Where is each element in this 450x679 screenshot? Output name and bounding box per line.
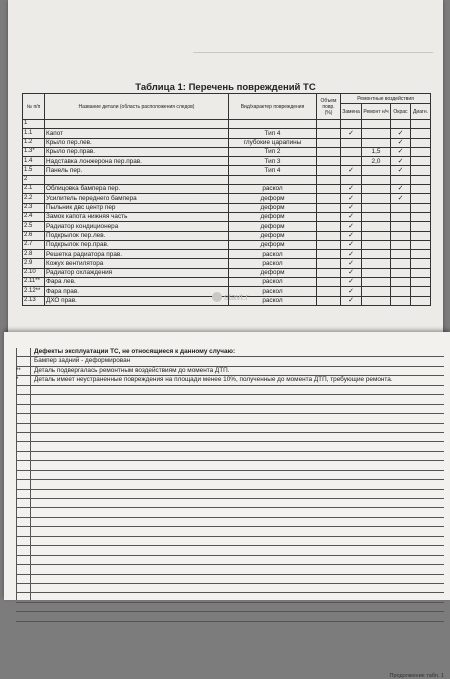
row-paint [391, 222, 411, 231]
row-replace: ✓ [341, 212, 362, 221]
table-row [23, 250, 431, 259]
row-type: Тип 4 [229, 166, 317, 175]
row-part: Облицовка бампера пер. [45, 185, 229, 194]
table-row [23, 120, 431, 129]
row-repair [362, 287, 391, 296]
table-row [23, 278, 431, 287]
row-type: Тип 4 [229, 129, 317, 138]
row-paint [391, 268, 411, 277]
row-volume [317, 259, 341, 268]
row-paint: ✓ [391, 157, 411, 166]
row-paint [391, 287, 411, 296]
row-volume [317, 250, 341, 259]
row-volume [317, 175, 341, 184]
row-diag [411, 259, 431, 268]
row-repair [362, 268, 391, 277]
empty-form-line [16, 593, 444, 602]
defect-marker: ** [16, 367, 21, 374]
row-part: Усилитель переднего бампера [45, 194, 229, 203]
row-part: Надставка лонжерона пер.прав. [45, 157, 229, 166]
empty-form-line [16, 461, 444, 470]
row-paint [391, 240, 411, 249]
row-repair [362, 129, 391, 138]
row-type: раскол [229, 296, 317, 305]
row-diag [411, 157, 431, 166]
header-diag: Диагн. [411, 104, 431, 120]
row-type: раскол [229, 287, 317, 296]
damage-table [22, 93, 431, 306]
row-diag [411, 175, 431, 184]
row-paint [391, 175, 411, 184]
row-replace: ✓ [341, 250, 362, 259]
row-replace: ✓ [341, 129, 362, 138]
row-num: 2.6 [23, 231, 45, 240]
row-type: раскол [229, 259, 317, 268]
header-volume: Объем повр. (%) [317, 94, 341, 120]
row-replace [341, 147, 362, 156]
row-diag [411, 250, 431, 259]
row-num: 2.3 [23, 203, 45, 212]
empty-form-line [16, 414, 444, 423]
row-replace: ✓ [341, 259, 362, 268]
row-volume [317, 268, 341, 277]
row-type: Тип 3 [229, 157, 317, 166]
row-repair [362, 278, 391, 287]
header-repair: Ремонт н/ч [362, 104, 391, 120]
row-paint: ✓ [391, 129, 411, 138]
row-num: 2 [23, 175, 45, 184]
row-repair [362, 259, 391, 268]
defect-marker: * [16, 377, 19, 384]
row-repair [362, 138, 391, 147]
table-title: Таблица 1: Перечень повреждений ТС [135, 82, 316, 93]
row-volume [317, 147, 341, 156]
table-row [23, 166, 431, 175]
row-replace: ✓ [341, 240, 362, 249]
row-replace: ✓ [341, 287, 362, 296]
row-part: Радиатор кондиционера [45, 222, 229, 231]
table-row [23, 231, 431, 240]
row-num: 2.12** [23, 287, 45, 296]
empty-form-line [16, 405, 444, 414]
row-paint: ✓ [391, 166, 411, 175]
table-row [23, 259, 431, 268]
table-row [23, 175, 431, 184]
row-volume [317, 240, 341, 249]
row-type: раскол [229, 185, 317, 194]
row-type: глубокие царапины [229, 138, 317, 147]
row-num: 2.13 [23, 296, 45, 305]
table-row [23, 240, 431, 249]
row-repair [362, 222, 391, 231]
row-repair [362, 166, 391, 175]
header-part: Название детали (область расположения следов) [45, 94, 229, 120]
row-volume [317, 212, 341, 221]
row-type: деформ [229, 240, 317, 249]
row-part: Кожух вентилятора [45, 259, 229, 268]
empty-form-line [16, 565, 444, 574]
row-part: Подкрылок пер.лев. [45, 231, 229, 240]
defects-lines [16, 348, 444, 622]
row-type: раскол [229, 278, 317, 287]
defect-text: Бампер задний - деформирован [34, 357, 131, 365]
row-num: 2.11** [23, 278, 45, 287]
row-diag [411, 278, 431, 287]
empty-form-line [16, 499, 444, 508]
row-replace: ✓ [341, 222, 362, 231]
row-num: 2.1 [23, 185, 45, 194]
continuation-label: Продолжение табл. 1 [389, 673, 444, 679]
row-volume [317, 222, 341, 231]
row-paint [391, 120, 411, 129]
row-part: Капот [45, 129, 229, 138]
watermark-text: stavt.r [224, 292, 249, 302]
row-paint: ✓ [391, 147, 411, 156]
row-paint [391, 296, 411, 305]
empty-form-line [16, 546, 444, 555]
row-part: Решетка радиатора прав. [45, 250, 229, 259]
row-type: Тип 2 [229, 147, 317, 156]
row-paint [391, 231, 411, 240]
row-repair [362, 212, 391, 221]
row-replace [341, 157, 362, 166]
row-num: 1 [23, 120, 45, 129]
row-volume [317, 185, 341, 194]
row-num: 1.4 [23, 157, 45, 166]
row-type: деформ [229, 268, 317, 277]
empty-form-line [16, 603, 444, 612]
header-type: Вид/характер повреждения [229, 94, 317, 120]
table-row [23, 157, 431, 166]
empty-form-line [16, 424, 444, 433]
empty-form-line [16, 508, 444, 517]
empty-form-line [16, 612, 444, 621]
row-type: деформ [229, 203, 317, 212]
row-diag [411, 166, 431, 175]
header-repair-group: Ремонтные воздействия [341, 94, 431, 104]
row-volume [317, 296, 341, 305]
defect-line [16, 357, 444, 366]
table-row [23, 147, 431, 156]
row-replace: ✓ [341, 231, 362, 240]
row-part: Замок капота нижняя часть [45, 212, 229, 221]
row-num: 2.5 [23, 222, 45, 231]
row-part: Пыльник двс центр пер [45, 203, 229, 212]
row-type: деформ [229, 222, 317, 231]
row-volume [317, 157, 341, 166]
row-replace [341, 138, 362, 147]
table-row [23, 129, 431, 138]
row-volume [317, 278, 341, 287]
row-diag [411, 185, 431, 194]
row-diag [411, 296, 431, 305]
document-page-upper [8, 0, 443, 336]
row-diag [411, 120, 431, 129]
row-repair: 1,5 [362, 147, 391, 156]
defect-text: Деталь имеет неустраненные повреждения на площади менее 10%, полученные до момента ДТП, требующие ремонта. [34, 376, 393, 384]
row-num: 1.2 [23, 138, 45, 147]
row-part: ДХО прав. [45, 296, 229, 305]
row-paint [391, 278, 411, 287]
row-part: Крыло пер.лев. [45, 138, 229, 147]
row-diag [411, 129, 431, 138]
paper-fold-line [193, 52, 433, 53]
row-diag [411, 147, 431, 156]
row-num: 2.10 [23, 268, 45, 277]
row-num: 2.2 [23, 194, 45, 203]
row-num: 1.3* [23, 147, 45, 156]
table-row [23, 268, 431, 277]
empty-form-line [16, 575, 444, 584]
watermark-logo-icon [212, 292, 222, 302]
row-repair [362, 120, 391, 129]
row-repair [362, 296, 391, 305]
row-part: Крыло пер.прав. [45, 147, 229, 156]
row-diag [411, 287, 431, 296]
table-row [23, 212, 431, 221]
row-diag [411, 194, 431, 203]
header-num: № п/п [23, 94, 45, 120]
empty-form-line [16, 395, 444, 404]
row-volume [317, 166, 341, 175]
row-replace [341, 120, 362, 129]
row-part [45, 120, 229, 129]
row-type [229, 175, 317, 184]
row-replace: ✓ [341, 268, 362, 277]
table-row [23, 194, 431, 203]
row-paint: ✓ [391, 194, 411, 203]
row-part: Фара лев. [45, 278, 229, 287]
empty-form-line [16, 556, 444, 565]
row-replace: ✓ [341, 203, 362, 212]
row-replace [341, 175, 362, 184]
row-repair [362, 240, 391, 249]
empty-form-line [16, 452, 444, 461]
row-part: Фара прав. [45, 287, 229, 296]
row-replace: ✓ [341, 296, 362, 305]
empty-form-line [16, 386, 444, 395]
row-part: Подкрылок пер.прав. [45, 240, 229, 249]
table-row [23, 138, 431, 147]
row-repair [362, 203, 391, 212]
row-diag [411, 268, 431, 277]
row-diag [411, 231, 431, 240]
row-paint [391, 259, 411, 268]
row-volume [317, 120, 341, 129]
row-diag [411, 138, 431, 147]
row-replace: ✓ [341, 278, 362, 287]
row-replace: ✓ [341, 194, 362, 203]
row-type: деформ [229, 231, 317, 240]
row-repair [362, 175, 391, 184]
table-row [23, 203, 431, 212]
row-part: Панель пер. [45, 166, 229, 175]
table-row [23, 185, 431, 194]
row-replace: ✓ [341, 185, 362, 194]
row-repair [362, 185, 391, 194]
row-num: 1.5 [23, 166, 45, 175]
empty-form-line [16, 518, 444, 527]
row-num: 2.9 [23, 259, 45, 268]
empty-form-line [16, 471, 444, 480]
empty-form-line [16, 537, 444, 546]
header-replace: Замена [341, 104, 362, 120]
row-diag [411, 240, 431, 249]
row-paint [391, 250, 411, 259]
row-type: раскол [229, 250, 317, 259]
row-repair [362, 231, 391, 240]
row-volume [317, 203, 341, 212]
empty-form-line [16, 480, 444, 489]
defects-heading: Дефекты эксплуатации ТС, не относящиеся к данному случаю: [34, 348, 236, 355]
row-type [229, 120, 317, 129]
row-num: 1.1 [23, 129, 45, 138]
row-part: Радиатор охлаждения [45, 268, 229, 277]
row-part [45, 175, 229, 184]
row-volume [317, 129, 341, 138]
row-repair [362, 194, 391, 203]
defect-line [16, 367, 444, 376]
row-type: деформ [229, 194, 317, 203]
row-diag [411, 222, 431, 231]
row-volume [317, 138, 341, 147]
row-volume [317, 287, 341, 296]
empty-form-line [16, 584, 444, 593]
header-paint: Окрас [391, 104, 411, 120]
row-volume [317, 231, 341, 240]
empty-form-line [16, 442, 444, 451]
row-paint [391, 203, 411, 212]
row-repair [362, 250, 391, 259]
row-paint: ✓ [391, 185, 411, 194]
defect-text: Деталь подвергалась ремонтным воздействиям до момента ДТП. [34, 366, 230, 374]
row-num: 2.7 [23, 240, 45, 249]
row-replace: ✓ [341, 166, 362, 175]
empty-form-line [16, 527, 444, 536]
defect-line [16, 376, 444, 385]
row-repair: 2,0 [362, 157, 391, 166]
row-paint: ✓ [391, 138, 411, 147]
row-type: деформ [229, 212, 317, 221]
table-row [23, 222, 431, 231]
row-paint [391, 212, 411, 221]
row-diag [411, 203, 431, 212]
row-num: 2.4 [23, 212, 45, 221]
row-diag [411, 212, 431, 221]
empty-form-line [16, 433, 444, 442]
row-volume [317, 194, 341, 203]
row-num: 2.8 [23, 250, 45, 259]
empty-form-line [16, 490, 444, 499]
